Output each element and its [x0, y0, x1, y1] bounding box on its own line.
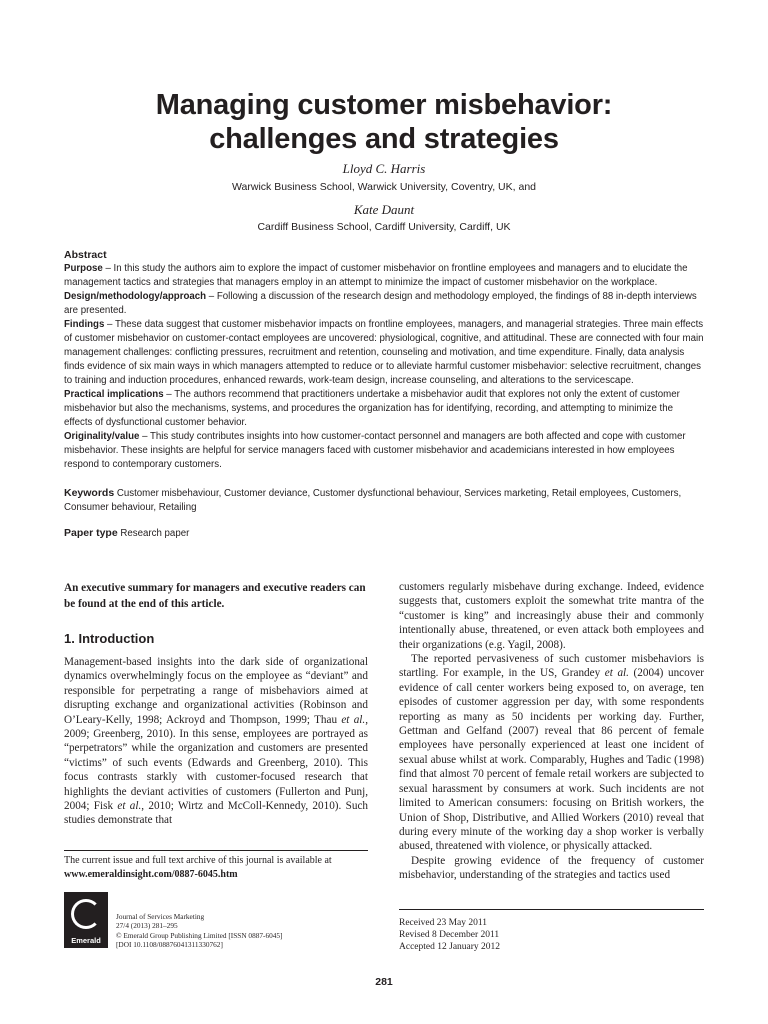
keywords-text: Customer misbehaviour, Customer deviance, Customer dysfunctional behaviour, Services marketing, Retail employees, Customers, Consumer behaviour, Retailing — [64, 488, 682, 513]
date-line: Received 23 May 2011 — [399, 918, 488, 928]
paper-type-text: Research paper — [117, 528, 190, 539]
text-run: (2004) uncover evidence of call center workers being exposed to, on average, ten episodes of customer aggression per day, with some respondents reporting as many as 50 incidents per working day. Further, Gettman and Gelfand (2007) reveal that 86 percent of female employees have personally experienced at least one incident of sexual abuse whilst at work. Comparably, Hughes and Tadic (1998) find that almost 70 percent of female retail workers are subjected to sexual harassment by consumers at work. Such incidents are not limited to American consumers: focusing on British workers, the Union of Shop, Distributive, and Allied Workers (2010) reveal that during every minute of the working day a shop worker is verbally abused, threatened with violence, or physically attacked. — [399, 667, 705, 853]
logo-wordmark: Emerald — [71, 936, 101, 945]
text-run: The reported pervasiveness of such customer misbehaviors is startling. For example, in the US, Grandey — [399, 653, 704, 680]
keywords-label: Keywords — [64, 487, 115, 499]
section-heading-introduction: 1. Introduction — [64, 631, 155, 646]
dates-rule — [399, 909, 704, 910]
left-column — [64, 655, 368, 828]
executive-summary-note: An executive summary for managers and executive readers can be found at the end of this article. — [64, 582, 366, 610]
paper-type — [64, 526, 704, 541]
section-label: Findings — [64, 319, 105, 330]
section-label: Design/methodology/approach — [64, 291, 207, 302]
journal-info — [116, 912, 366, 950]
section-text: – In this study the authors aim to explore the impact of customer misbehavior on frontline employees and managers and to elucidate the management tactics and strategies that managers employ in an attempt to minimize the impact of customer misbehavior on the workplace. — [64, 263, 688, 288]
author-name: Lloyd C. Harris — [342, 161, 426, 176]
journal-line: © Emerald Group Publishing Limited [ISSN 0887-6045] — [116, 930, 283, 940]
emerald-logo — [64, 892, 108, 948]
journal-line: [DOI 10.1108/08876041311330762] — [116, 940, 223, 950]
title-line-2: challenges and strategies — [209, 123, 559, 155]
journal-line: Journal of Services Marketing — [116, 912, 205, 921]
text-run: et al. — [117, 800, 142, 813]
body-paragraph — [399, 652, 704, 854]
author-affiliation: Cardiff Business School, Cardiff University, Cardiff, UK — [257, 221, 511, 233]
section-text: – These data suggest that customer misbehavior impacts on frontline employees, managers, and managerial strategies. Three main effects of customer misbehavior on customer-contact employees are uncovered: physiological, cognitive, and attitudinal. These are connected with four main management challenges: conflicting pressures, recruitment and retention, counseling and motivation, and time expenditure. Finally, data analysis finds evidence of six main ways in which managers attempted to reduce or to alleviate harmful customer misbehavior: selective recruitment, changes to training and induction procedures, enhanced rewards, work-team design, increase counseling, and alterations to the servicescape. — [64, 319, 704, 386]
archive-link[interactable]: www.emeraldinsight.com/0887-6045.htm — [64, 868, 238, 880]
abstract-originality — [64, 430, 704, 472]
date-line: Revised 8 December 2011 — [399, 930, 500, 940]
section-label: Purpose — [64, 263, 103, 274]
abstract-design — [64, 290, 704, 318]
text-run: , 2010; Wirtz and McColl-Kennedy, 2010). Such studies demonstrate that — [64, 800, 369, 827]
archive-text: The current issue and full text archive of this journal is available at — [64, 855, 332, 866]
abstract — [64, 248, 704, 472]
archive-note — [64, 854, 368, 881]
section-text: – The authors recommend that practitioners undertake a misbehavior audit that explores not only the extent of customer misbehavior but also the mechanisms, systems, and procedures the organization has for identifying, recording, and attempting to minimize the effects of dysfunctional customer behavior. — [64, 389, 680, 428]
section-text: – Following a discussion of the research design and methodology employed, the findings of 88 in-depth interviews are presented. — [64, 291, 697, 316]
author-name: Kate Daunt — [353, 202, 415, 217]
abstract-heading: Abstract — [64, 249, 107, 261]
right-column — [399, 580, 704, 883]
paper-title — [0, 88, 768, 156]
text-run: et al. — [341, 713, 366, 726]
journal-line: 27/4 (2013) 281–295 — [116, 921, 178, 931]
text-run: Management-based insights into the dark side of organizational dynamics overwhelmingly focus on the employee as “deviant” and responsible for perpetrating a range of misbehaviors aimed at disrupting exchange and organizational activities (Robinson and O’Leary-Kelly, 1998; Ackroyd and Thompson, 1999; Thau — [64, 656, 368, 726]
abstract-practical — [64, 388, 704, 430]
text-run: , 2009; Greenberg, 2010). In this sense, employees are portrayed as “perpetrators” while the organization and customers are presented “victims” of such events (Edwards and Greenberg, 2010). This focus contrasts starkly with customer-focused research that highlights the deviant activities of customers (Fullerton and Punj, 2004; Fisk — [64, 713, 368, 813]
body-paragraph: customers regularly misbehave during exchange. Indeed, evidence suggests that, customers exploit the somewhat trite mantra of the “customer is king” and increasingly abuse their and commonly intentionally abuse, threatened, or even attack both employees and their organizations (e.g. Yagil, 2008). — [399, 581, 704, 651]
section-text: – This study contributes insights into how customer-contact personnel and managers are both affected and cope with customer misbehavior. These insights are helpful for service managers faced with customer misbehavior and academicians interested in how employees respond to contemporary customers. — [64, 431, 686, 470]
author-affiliation: Warwick Business School, Warwick University, Coventry, UK, and — [232, 181, 536, 193]
footnote-rule — [64, 850, 368, 851]
body-paragraph: Despite growing evidence of the frequency of customer misbehavior, understanding of the strategies and tactics used — [399, 854, 704, 882]
paper-type-label: Paper type — [64, 527, 118, 539]
intro-paragraph — [64, 655, 368, 828]
text-run: et al. — [604, 667, 629, 680]
date-line: Accepted 12 January 2012 — [399, 942, 501, 952]
keywords — [64, 486, 704, 515]
section-label: Originality/value — [64, 431, 140, 442]
section-label: Practical implications — [64, 389, 164, 400]
submission-dates — [399, 917, 704, 953]
abstract-purpose — [64, 262, 704, 290]
title-line-1: Managing customer misbehavior: — [155, 89, 613, 121]
logo-ring-icon — [71, 899, 101, 929]
abstract-findings — [64, 318, 704, 388]
page-number: 281 — [375, 976, 393, 988]
